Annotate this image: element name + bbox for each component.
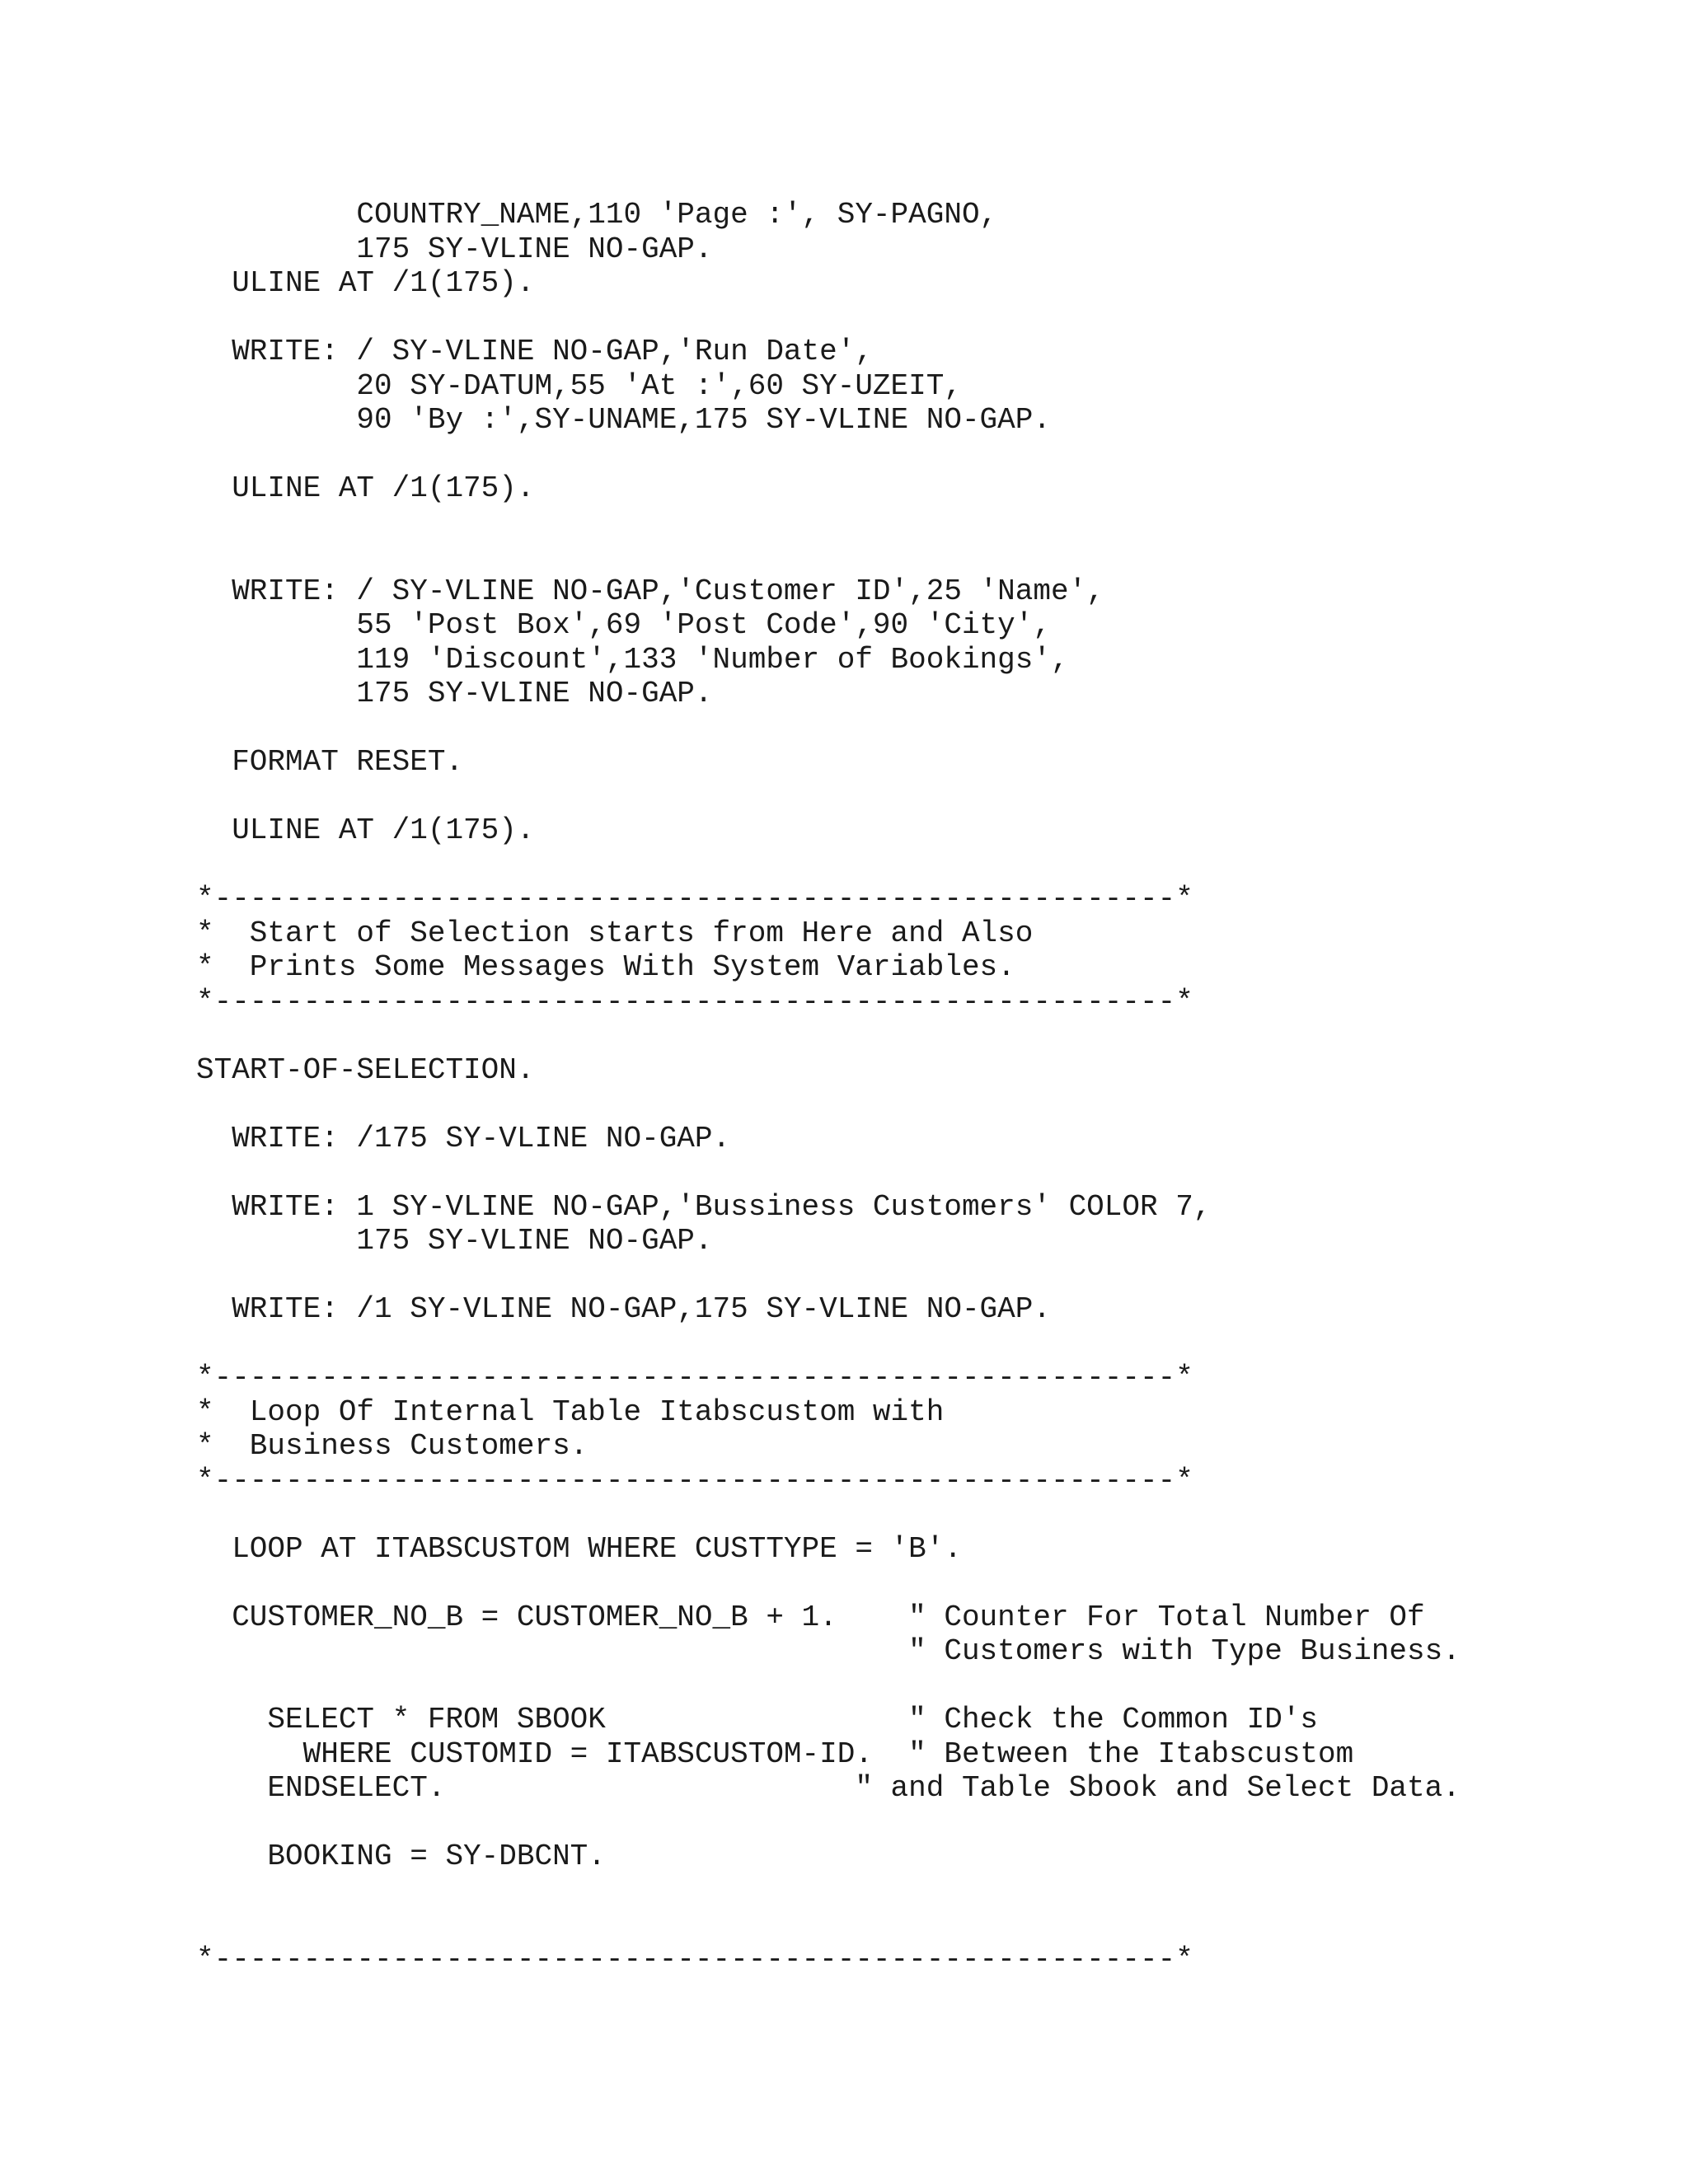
code-line: BOOKING = SY-DBCNT. — [196, 1840, 606, 1873]
code-line: FORMAT RESET. — [196, 745, 464, 779]
code-line: START-OF-SELECTION. — [196, 1052, 535, 1087]
code-listing — [196, 198, 1461, 1976]
code-line: WRITE: 1 SY-VLINE NO-GAP,'Bussiness Customers' COLOR 7, — [196, 1189, 1212, 1224]
code-line — [196, 1155, 1461, 1190]
code-line: 175 SY-VLINE NO-GAP. — [196, 677, 713, 710]
code-line — [196, 540, 1461, 574]
code-line — [196, 711, 1461, 746]
code-line: 20 SY-DATUM,55 'At :',60 SY-UZEIT, — [196, 368, 962, 403]
code-line: 119 'Discount',133 'Number of Bookings', — [196, 642, 1069, 677]
code-line — [196, 1669, 1461, 1704]
code-line: " Customers with Type Business. — [196, 1634, 1461, 1668]
code-line: LOOP AT ITABSCUSTOM WHERE CUSTTYPE = 'B'. — [196, 1531, 962, 1566]
code-line — [196, 1019, 1461, 1053]
code-line — [196, 848, 1461, 883]
comment-border-line: *------------------------------------------------------* — [196, 1463, 1193, 1497]
code-line: WRITE: / SY-VLINE NO-GAP,'Customer ID',25 'Name', — [196, 574, 1104, 608]
code-line: COUNTRY_NAME,110 'Page :', SY-PAGNO, — [196, 198, 998, 232]
code-line: ULINE AT /1(175). — [196, 266, 535, 300]
code-line — [196, 1327, 1461, 1361]
comment-border-line: *------------------------------------------------------* — [196, 1942, 1193, 1976]
code-line: ULINE AT /1(175). — [196, 813, 535, 847]
code-line — [196, 1497, 1461, 1532]
code-line — [196, 780, 1461, 814]
code-line — [196, 1806, 1461, 1840]
comment-line: * Business Customers. — [196, 1429, 588, 1463]
comment-line: * Start of Selection starts from Here and Also — [196, 916, 1034, 950]
code-line — [196, 506, 1461, 541]
code-line: 175 SY-VLINE NO-GAP. — [196, 1224, 713, 1258]
code-line: 55 'Post Box',69 'Post Code',90 'City', — [196, 608, 1051, 642]
comment-line: * Prints Some Messages With System Variables. — [196, 950, 1015, 984]
comment-border-line: *------------------------------------------------------* — [196, 882, 1193, 916]
code-line — [196, 1258, 1461, 1293]
code-line: 90 'By :',SY-UNAME,175 SY-VLINE NO-GAP. — [196, 403, 1051, 437]
code-line: CUSTOMER_NO_B = CUSTOMER_NO_B + 1. " Counter For Total Number Of — [196, 1600, 1425, 1634]
code-line — [196, 438, 1461, 472]
comment-border-line: *------------------------------------------------------* — [196, 984, 1193, 1019]
code-line: ENDSELECT. " and Table Sbook and Select Data. — [196, 1771, 1461, 1805]
comment-border-line: *------------------------------------------------------* — [196, 1361, 1193, 1394]
code-line — [196, 1874, 1461, 1909]
code-line: 175 SY-VLINE NO-GAP. — [196, 232, 713, 266]
code-line — [196, 1087, 1461, 1122]
code-line — [196, 1908, 1461, 1943]
code-line: ULINE AT /1(175). — [196, 471, 535, 505]
code-line: SELECT * FROM SBOOK " Check the Common ID's — [196, 1703, 1319, 1736]
comment-line: * Loop Of Internal Table Itabscustom with — [196, 1394, 945, 1429]
code-line — [196, 301, 1461, 335]
code-line: WRITE: /175 SY-VLINE NO-GAP. — [196, 1121, 731, 1155]
code-line: WHERE CUSTOMID = ITABSCUSTOM-ID. " Between the Itabscustom — [196, 1736, 1354, 1771]
code-line — [196, 1566, 1461, 1601]
code-line: WRITE: / SY-VLINE NO-GAP,'Run Date', — [196, 335, 873, 368]
code-line: WRITE: /1 SY-VLINE NO-GAP,175 SY-VLINE NO-GAP. — [196, 1292, 1051, 1326]
